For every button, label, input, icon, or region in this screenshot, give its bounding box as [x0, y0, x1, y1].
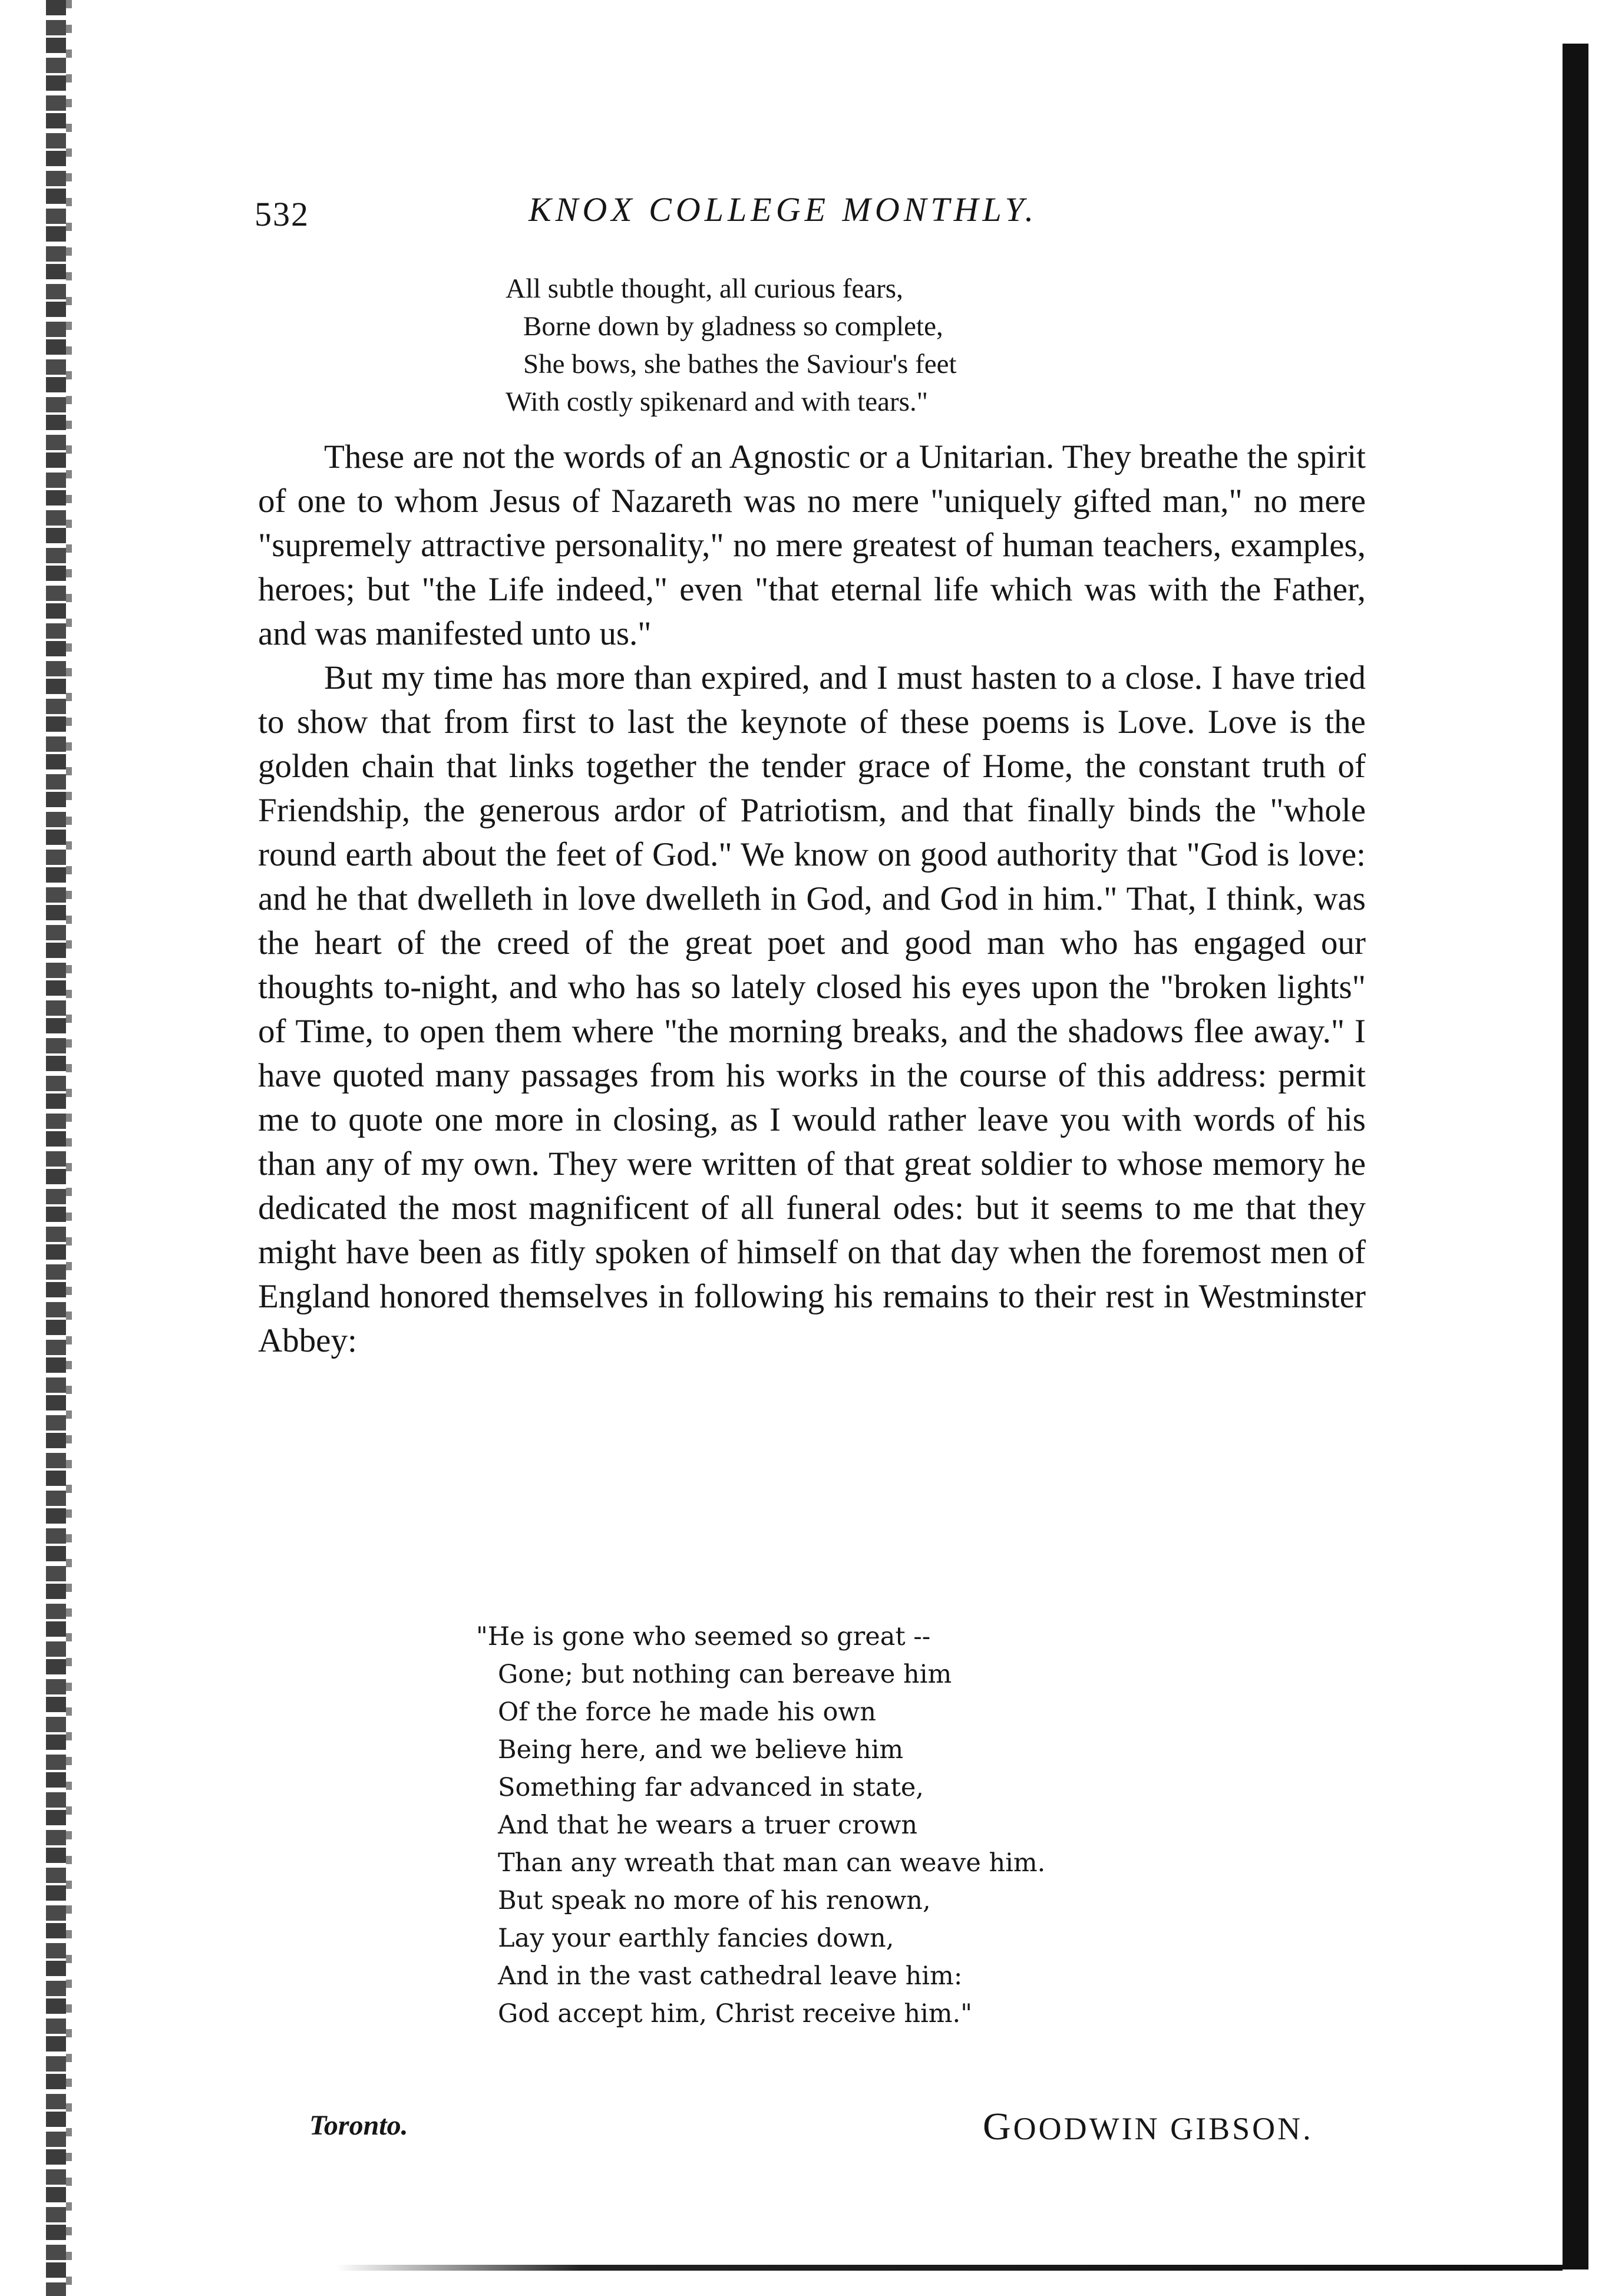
paragraph: These are not the words of an Agnostic or a Unitarian. They breathe the spirit of one to whom Jesus of Nazareth was no mere "uniquely gifted man," no mere "supremely attractive personality," no mere greatest of human teachers, examples, heroes; but "the Life indeed," even "that eternal life which was with the Father, and was manifested unto us." — [258, 438, 1366, 652]
verse-line: Lay your earthly fancies down, — [498, 1924, 894, 1953]
scan-page-edge-bottom — [336, 2265, 1563, 2271]
verse-line: "He is gone who seemed so great -- — [476, 1622, 931, 1651]
page-number: 532 — [255, 195, 309, 233]
paragraph: But my time has more than expired, and I must hasten to a close. I have tried to show that from first to last the keynote of these poems is Love. Love is the golden chain that links together the tender grace of Home, the constant truth of Friendship, the generous ardor of Patriotism, and that finally binds the "whole round earth about the feet of God." We know on good authority that "God is love: and he that dwelleth in love dwelleth in God, and God in him." That, I think, was the heart of the creed of the great poet and good man who has engaged our thoughts to-night, and who has so lately closed his eyes upon the "broken lights" of Time, to open them where "the morning breaks, and the shadows flee away." I have quoted many passages from his works in the course of this address: permit me to quote one more in closing, as I would rather leave you with words of his than any of my own. They were written of that great soldier to whose memory he dedicated the most magnificent of all funeral odes: but it seems to me that they might have been as fitly spoken of himself on that day when the foremost men of England honored themselves in following his remains to their rest in Westminster Abbey: — [258, 659, 1366, 1359]
closing-stanza — [476, 1618, 1045, 2033]
signature-author: GOODWIN GIBSON. — [983, 2105, 1313, 2148]
verse-line: Of the force he made his own — [498, 1697, 876, 1727]
article-body — [258, 435, 1366, 1363]
verse-line: She bows, she bathes the Saviour's feet — [523, 349, 957, 379]
running-head — [255, 190, 1362, 237]
verse-line: Than any wreath that man can weave him. — [498, 1848, 1046, 1878]
verse-line: With costly spikenard and with tears." — [506, 386, 928, 417]
verse-line: Borne down by gladness so complete, — [523, 311, 943, 342]
verse-line: And in the vast cathedral leave him: — [498, 1961, 963, 1991]
opening-stanza — [506, 270, 957, 421]
signature-place: Toronto. — [309, 2110, 408, 2141]
journal-title: KNOX COLLEGE MONTHLY. — [529, 190, 1038, 229]
verse-line: Being here, and we believe him — [498, 1735, 904, 1765]
verse-line: Something far advanced in state, — [498, 1773, 924, 1802]
verse-line: All subtle thought, all curious fears, — [506, 273, 903, 304]
scan-page-edge-right — [1563, 44, 1588, 2269]
verse-line: But speak no more of his renown, — [498, 1886, 931, 1915]
scan-binding-edge — [46, 0, 66, 2296]
verse-line: God accept him, Christ receive him." — [498, 1999, 972, 2029]
scan-binding-edge-inner — [66, 0, 72, 2296]
verse-line: And that he wears a truer crown — [498, 1811, 918, 1840]
verse-line: Gone; but nothing can bereave him — [498, 1660, 952, 1689]
